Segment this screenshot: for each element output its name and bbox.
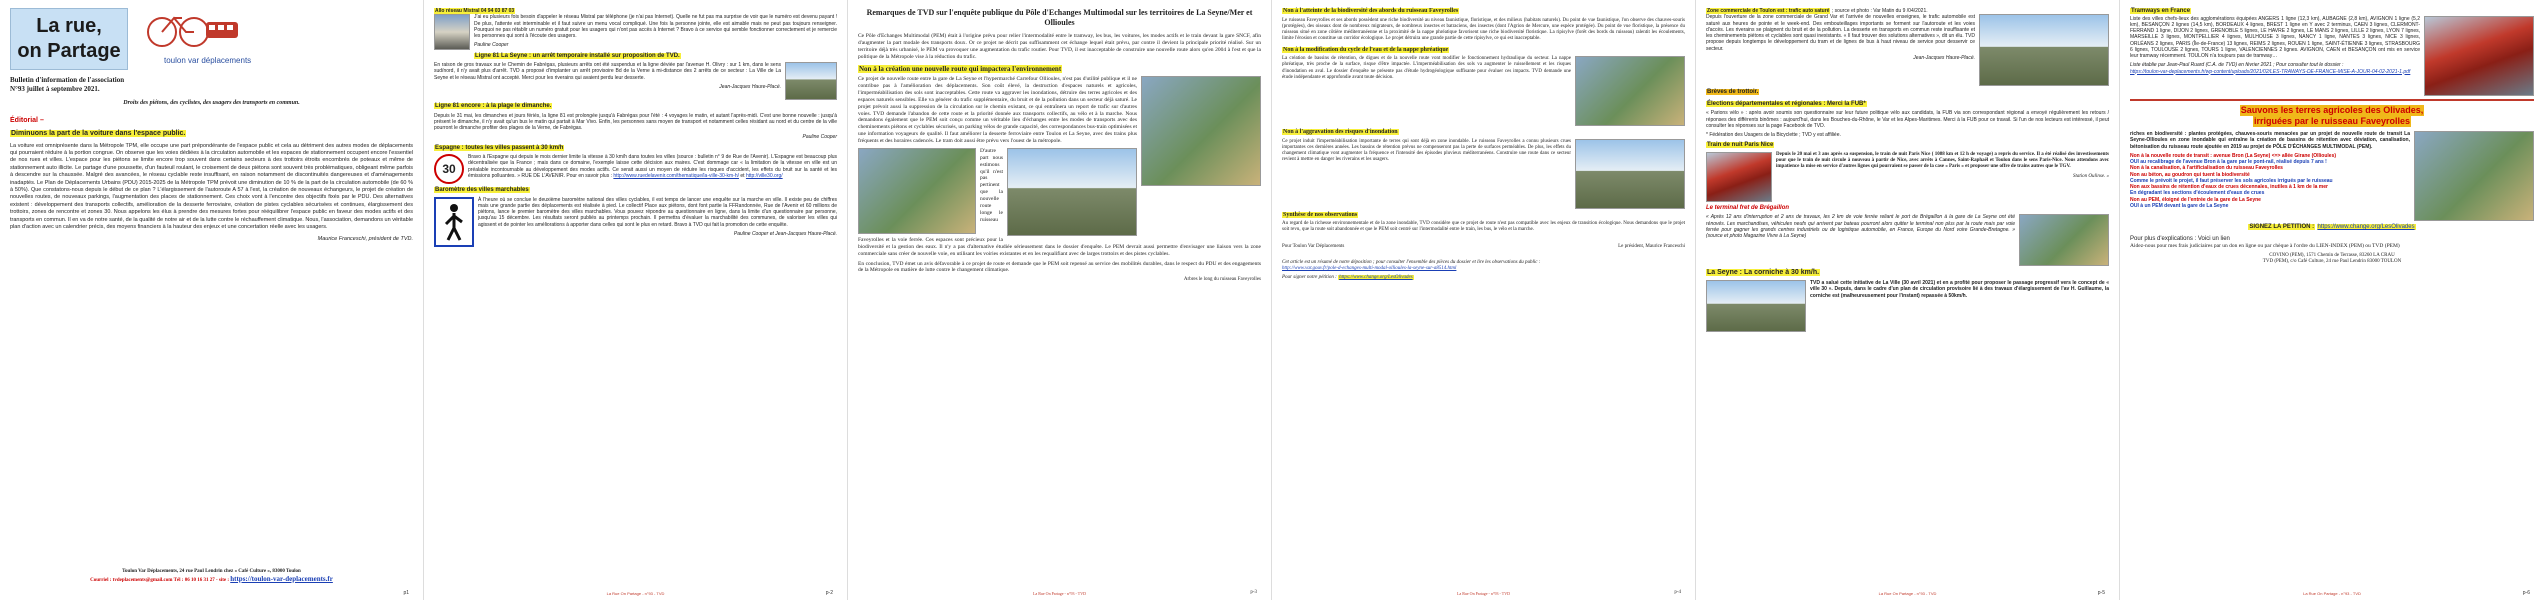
bullet-7: En dégradant les sections d'écoulement d'eaux de crues bbox=[2130, 190, 2265, 197]
plage-sign: Pauline Cooper bbox=[802, 134, 837, 141]
mistral-heading-text: Allo réseau Mistral 04 94 03 87 03 bbox=[435, 8, 515, 14]
inondation-heading bbox=[1282, 129, 1685, 137]
route-body-3: En conclusion, TVD émet un avis défavorable à ce projet de route et demande que le PEM soit repensé au service des mobilités durables, dans le respect du PDU et des engagements de la Métropole en matière de lutte contre le changement climatique. bbox=[858, 260, 1261, 274]
elections-note: * Fédération des Usagers de la Bicyclette ; TVD y est affiliée. bbox=[1706, 132, 1841, 138]
fret-heading: Le terminal fret de Brégaillon bbox=[1706, 204, 1790, 211]
corniche-photo bbox=[1706, 280, 1806, 332]
editorial-label: Éditorial – bbox=[10, 117, 44, 124]
page-2 bbox=[424, 0, 848, 600]
tram-heading bbox=[2130, 8, 2534, 16]
inondation-heading-text: Non à l'aggravation des risques d'inondation bbox=[1283, 129, 1398, 135]
page-5 bbox=[1696, 0, 2120, 600]
donation-address-2: TVD (PEM), c/o Café Culture, 24 rue Paul Lendrin 83000 TOULON bbox=[2262, 259, 2402, 265]
bullet-1: Non à la nouvelle route de transit : avenue Bron (La Seyne) <=> allée Girane (Ollioules) bbox=[2130, 152, 2337, 159]
petition-link[interactable]: https://www.change.org/LesOlivades bbox=[2317, 224, 2415, 230]
page-1 bbox=[0, 0, 424, 600]
page-6 bbox=[2120, 0, 2544, 600]
page-footer: La Rue On Partage - n°93 - TVD bbox=[1457, 591, 1510, 596]
site-link[interactable]: https://toulon-var-deplacements.fr bbox=[230, 574, 333, 583]
divider bbox=[2130, 99, 2534, 101]
espagne-heading-text: Espagne : toutes les villes passent à 30 km/h bbox=[435, 144, 564, 151]
bulletin-label: Bulletin d'information de l'association bbox=[10, 76, 125, 84]
tagline: Droits des piétons, des cyclistes, des usagers des transports en commun. bbox=[123, 99, 300, 106]
barometre-heading-text: Baromètre des villes marchables bbox=[435, 187, 529, 193]
phone-image bbox=[434, 14, 470, 50]
dossier-note-text: Cet article est un résumé de notre déposition ; pour consulter l'ensemble des pièces du dossier et lire les observations du public : bbox=[1282, 259, 1541, 265]
train-sign: Station Oulinse. » bbox=[2073, 173, 2109, 179]
biodiv-heading bbox=[1282, 8, 1685, 16]
page-number: p1 bbox=[403, 589, 409, 596]
editorial-signature: Maurice Franceschi, président de TVD. bbox=[317, 235, 413, 242]
dossier-note bbox=[1282, 260, 1685, 273]
synthese-heading-text: Synthèse de nos observations bbox=[1283, 211, 1358, 218]
ligne81-body: En raison de gros travaux sur le Chemin de Fabrégas, plusieurs arrêts ont été suspendus et la ligne déviée par l'avenue H. Olivry : sur 1 km, dans le sens sud/nord, il n'y avait plus d'arrêt. TVD a proposé d'implanter un arrêt provisoire Bd de la Verne à mi-distance des 2 arrêts de ce secteur : La Ville de La Seyne et le réseau Mistral ont accepté. Merci pour les riverains qui avaient perdu leur desserte. bbox=[434, 62, 781, 81]
page-footer: La Rue On Partage - n°93 - TVD bbox=[2303, 591, 2361, 596]
bullet-6: Non aux bassins de rétention d'eaux de crues décennales, inutiles à 1 km de la mer bbox=[2130, 184, 2328, 190]
editorial-heading-text: Diminuons la part de la voiture dans l'espace public. bbox=[11, 129, 186, 137]
page-footer: La Rue On Partage - n°93 - TVD bbox=[1033, 591, 1086, 596]
map-photo bbox=[1141, 76, 1261, 186]
sign-left: Pour Toulon Var Déplacements bbox=[1282, 243, 1345, 249]
route-body-2: D'autre part nous estimons qu'il n'est pas pertinent que la nouvelle route longe le ruisseau Faveyrolles et la voie ferrée. Ces espaces sont précieux pour la biodiversité et la gestion des eaux. Il n'y a pas d'alternative étudiée sérieusement dans le dossier d'enquête. Le PEM devrait aussi permettre d'envisager une liaison vers la zone commerciale sans créer de nouvelle voie, en utilisant les voiries existantes et en les requalifiant avec de larges trottoirs et des pistes cyclables. bbox=[858, 147, 1261, 257]
photo-caption: Arbres le long du ruisseau Faveyrolles bbox=[1183, 277, 1261, 283]
donation-body: Aidez-nous pour mes frais judiciaires par un don en ligne ou par chèque à l'ordre du LIEN-INDEX (PEM) ou TVD (PEM) bbox=[2130, 243, 2400, 249]
page-3 bbox=[848, 0, 1272, 600]
route-body-1: Ce projet de nouvelle route entre la gare de La Seyne et l'hypermarché Carrefour Ollioules, n'est pas d'utilité publique et il ne contribue pas à l'amélioration des déplacements. Son coût élevé, la destruction d'espaces naturels et agricoles, l'imperméabilisation des sols sont inacceptables. Cette route va aggraver les inondations, détruire des terres agricoles et des espaces naturels sensibles. Elle va générer du trafic supplémentaire, du bruit et de la pollution dans un secteur déjà saturé. Le projet prévoit aussi la suppression de la circulation sur le chemin existant, ce qui entraînera un report de trafic sur d'autres voies. TVD demande l'abandon de cette route et la priorité donnée aux transports collectifs, au vélo et à la marche. Nous demandons également que le PEM soit conçu comme un véritable lieu d'échanges entre les modes de transports avec des cheminements piétons et cyclables sécurisés, un parking vélos de grande capacité, des correspondances bus-train optimisées et une information voyageurs de qualité. Il faut améliorer la desserte ferroviaire entre Toulon et La Seyne, avec des trains plus fréquents et des horaires cadencés. Le tram doit aussi être prévu vers l'ouest de la métropole. bbox=[858, 76, 1137, 145]
petition-note bbox=[1282, 275, 1685, 281]
address: Toulon Var Déplacements, 24 rue Paul Lendrin chez « Café Culture », 83000 Toulon bbox=[122, 568, 301, 574]
title-block bbox=[10, 8, 128, 70]
petition-link[interactable]: https://www.change.org/LesOlivades bbox=[1339, 275, 1413, 281]
olivades-body: riches en biodiversité : plantes protégées, chauves-souris menacées par un projet de nouvelle route de transit La Seyne-Ollioules en zone inondable qui entraîne la création de bassins de rétention avec déviation, canalisation, bétonisation du ruisseau route ajoutée en 2019 au projet de PÔLE D'ÉCHANGES MULTIMODAL (PEM). bbox=[2130, 131, 2410, 150]
more-info: Pour plus d'explications : Voici un lien bbox=[2130, 235, 2230, 242]
eau-heading-text: Non à la modification du cycle de l'eau et de la nappe phréatique bbox=[1283, 46, 1449, 53]
corniche-heading bbox=[1706, 269, 2109, 278]
contact: Courriel : tvdeplacements@gmail.com Tél : 06 10 16 31 27 - site : bbox=[90, 577, 229, 583]
logo-icon bbox=[134, 8, 244, 54]
tram-photo bbox=[2424, 16, 2534, 96]
barometre-heading bbox=[434, 187, 837, 195]
editorial-heading bbox=[10, 130, 413, 139]
elections-heading bbox=[1706, 101, 2109, 109]
title-line2: on Partage bbox=[17, 40, 121, 62]
mistral-body: J'ai eu plusieurs fois besoin d'appeler le réseau Mistral par téléphone (je n'ai pas Internet). Quelle ne fut pas ma surprise de voir que le numéro est devenu payant ! De plus, l'attente est interminable et il faut suivre un menu vocal compliqué. Une fois la personne jointe, elle est aimable mais ne peut pas toujours renseigner. Pourquoi ne pas rétablir un numéro gratuit pour les usagers qui n'ont pas accès à Internet ? Bravo à ce service qui semble fonctionner correctement et je remercie les personnes qui sont à l'écoute des usagers. bbox=[474, 14, 837, 39]
route-heading-text: Non à la création une nouvelle route qui impactera l'environnement bbox=[859, 64, 1062, 73]
olivades-heading-line1: Sauvons les terres agricoles des Olivades, bbox=[2240, 104, 2424, 115]
fret-body: « Après 12 ans d'interruption et 2 ans de travaux, les 2 km de voie ferrée reliant le port de Brégaillon à la gare de La Seyne ont été rénovés. Les marchandises, véhicules neufs qui arrivent par bateau pourront alors quitter le terminal non plus par la route mais par voie ferrée pour gagner les grands centres industriels ou de logistique automobile, en France, Europe du Nord voire Grande-Bretagne. » (source et photo Magazine Vivre à La Seyne) bbox=[1706, 214, 2015, 239]
bullet-9: OUI à un PEM devant la gare de La Seyne bbox=[2130, 202, 2229, 209]
ligne81-heading bbox=[434, 53, 837, 61]
biodiv-body: Le ruisseau Faveyrolles et ses abords possèdent une riche biodiversité au niveau faunistique, floristique, et des milieux (habitats naturels). Du point de vue faunistique, l'on observe des chauves-souris (protégées), des oiseaux dont de nombreux migrateurs, de nombreux insectes et batraciens, des insectes (dont l'Agrion de Mercure, une espèce protégée). Du point de vue floristique, la présence du ruisseau situé en zone côtière méditerranéenne et la proximité de la nappe phréatique favorisent une riche biodiversité floristique. La ripisylve (forêt des bords du ruisseau) ralentit les écoulements, limite l'érosion et constitue un corridor écologique. Le projet détruira une grande partie de cette ripisylve, ce qui est inacceptable. bbox=[1282, 17, 1685, 42]
corniche-heading-text: La Seyne : La corniche à 30 km/h. bbox=[1707, 269, 1820, 277]
mistral-sign: Pauline Cooper bbox=[474, 42, 509, 49]
train-body: Depuis le 20 mai et 3 ans après sa suspension, le train de nuit Paris Nice ( 1088 km et 12 h de voyage) a repris du service. Il a été réalisé des investissements pour que le train de nuit circule à nouveau à partir de Nice, avec arrêts à Cannes, Saint-Raphaël et Toulon dans le sens Paris-Nice. Nous attendons avec impatience la mise en service d'autres lignes qui pourraient se passer de la case « Paris » et proposer une offre de trains autres que le TGV. bbox=[1776, 151, 2109, 170]
zone-heading-source: ; source et photo : Var Matin du 9 /04/2021. bbox=[1830, 8, 1928, 14]
biodiv-heading-text: Non à l'atteinte de la biodiversité des abords du ruisseau Faveyrolles bbox=[1283, 8, 1459, 14]
page-number: p-6 bbox=[2522, 589, 2530, 596]
barometre-sign: Pauline Cooper et Jean-Jacques Haure-Placé. bbox=[733, 230, 837, 237]
logo bbox=[134, 8, 413, 70]
ligne81-sign: Jean-Jacques Haure-Placé. bbox=[719, 83, 781, 90]
issue-label: N°93 juillet à septembre 2021. bbox=[10, 84, 100, 93]
espagne-link-2[interactable]: http://ville30.org/ bbox=[745, 172, 783, 179]
stream-photo bbox=[1575, 56, 1685, 126]
elections-heading-text: Élections départementales et régionales : Merci la FUB* bbox=[1707, 100, 1866, 107]
zone-heading-main: Zone commerciale de Toulon est : trafic auto saturé bbox=[1707, 8, 1830, 14]
inondation-body: Ce projet induit l'imperméabilisation importante de terres qui sont déjà en zone inondable. Le ruisseau Faveyrolles a connu plusieurs crues importantes ces dernières années. Les bassins de rétention prévus ne compenseront pas la perte de surfaces perméables. De plus, les effets du changement climatique vont augmenter la fréquence et l'intensité des épisodes pluvieux méditerranéens. Construire une route dans ce secteur revient à mettre en danger les riverains et les usagers. bbox=[1282, 138, 1571, 163]
plage-heading bbox=[434, 103, 837, 111]
speed-30-sign-icon: 30 bbox=[434, 154, 464, 184]
pem-intro: Ce Pôle d'Echanges Multimodal (PEM) était à l'origine prévu pour relier l'intermodalité entre le tramway, les bus, les voitures, les modes actifs et le train devant la gare SNCF, afin d'augmenter la part modale des transports doux. Or ce projet ne décrit pas suffisamment cet échange lequel était prévu, par contre il devient la principale priorité réalisé. Sur un territoire déjà très urbanisé, le PEM va provoquer une augmentation du trafic routier. Pour TVD, il est inacceptable de construire une nouvelle route alors qu'en 2004 à l'est et que la politique de la Métropole vise à la réduction du trafic. bbox=[858, 33, 1261, 60]
breves-heading-text: Brèves de trottoir. bbox=[1707, 89, 1759, 96]
page-number: p-2 bbox=[825, 589, 833, 596]
train-heading bbox=[1706, 142, 2109, 150]
espagne-heading bbox=[434, 145, 837, 153]
page-footer: La Rue On Partage - n°93 - TVD bbox=[606, 591, 665, 596]
eau-body: La création de bassins de rétention, de digues et de la nouvelle route vont modifier le fonctionnement hydraulique du secteur. La nappe phréatique, très proche de la surface, risque d'être impactée. L'imperméabilisation des sols va augmenter le ruissellement et les risques d'inondation en aval. Le dossier d'enquête ne présente pas d'étude hydrogéologique suffisante pour évaluer ces impacts. TVD demande une étude indépendante et approfondie avant toute décision. bbox=[1282, 56, 1571, 80]
road-photo bbox=[1007, 148, 1137, 236]
petition-note-text: Pour signer notre pétition : bbox=[1282, 275, 1337, 281]
olivades-heading bbox=[2130, 105, 2534, 128]
corniche-body: TVD a salué cette initiative de La Ville (30 avril 2021) et en a profité pour proposer le passage progressif vers le concept de « ville 30 ». Depuis, dans le cadre d'un plan de circulation provisoire lié à des travaux d'élargissement de l'av H. Guillaume, la corniche est (malheureusement pour l'instant) repassée à 50km/h. bbox=[1810, 280, 2109, 299]
tram-link[interactable]: https://toulon-var-deplacements.fr/wp-content/uploads/2021/02/LES-TRAWAYS-DE-FRANCE-MISE-A-JOUR-04-02-2021-1.pdf bbox=[2130, 68, 2411, 75]
page-number: p-3 bbox=[1250, 589, 1257, 595]
logo-text: toulon var déplacements bbox=[164, 56, 252, 66]
night-train-photo bbox=[1706, 152, 1772, 202]
espagne-link-1[interactable]: http://www.ruedelavenir.com/thematique/la-ville-30-km-h/ bbox=[613, 172, 739, 179]
field-photo bbox=[858, 148, 976, 234]
bus-stop-photo bbox=[785, 62, 837, 100]
pem-title: Remarques de TVD sur l'enquête publique du Pôle d'Echanges Multimodal sur les territoires de La Seyne/Mer et Ollioules bbox=[866, 8, 1253, 27]
page-footer: La Rue On Partage - n°93 - TVD bbox=[1878, 591, 1937, 596]
plage-body: Depuis le 31 mai, les dimanches et jours fériés, la ligne 81 est prolongée jusqu'à Fabrégas pour l'été : 4 voyages le matin, et autant l'après-midi. C'est une bonne nouvelle : jusqu'à présent le dimanche, il n'y avait qu'un bus le matin qui partait à Mar Vivo. Enfin, les personnes sans moyen de transport et notamment celles résidant au nord et du centre de la ville pourront le dimanche profiter des plages de la Verne, de Fabrégas. bbox=[434, 112, 837, 131]
espagne-body: Bravo à l'Espagne qui depuis le mois dernier limite la vitesse à 30 km/h dans toutes les villes (source : bulletin n° 9 de Rue de l'Avenir). L'Espagne est beaucoup plus décentralisée que la France ; mais dans ce domaine, l'exemple laisse cette décision aux maires. C'est dommage car « la limitation de la vitesse en ville est un préalable incontournable au développement des modes actifs. Ce serait aussi un moyen de réduire les risques d'accident, les effets du bruit sur la santé et les émissions polluantes. » RUE DE L'AVENIR. Pour en savoir plus : http://www.ruedelavenir.com/thematique/la-ville-30-km-h/ et http://ville30.org/ bbox=[468, 154, 837, 179]
eau-heading bbox=[1282, 47, 1685, 55]
bullet-2: OUI au recalibrage de l'avenue Bron à la gare par le pont-rail, réalisé depuis 7 ans ! bbox=[2130, 159, 2327, 165]
petition-label: SIGNEZ LA PETITION : bbox=[2249, 224, 2315, 230]
bullet-5: Comme le prévoit le projet, il faut préserver les sols agricoles irrigués par le ruisseau bbox=[2130, 177, 2333, 184]
page-4 bbox=[1272, 0, 1696, 600]
elections-body: « Parions vélo » : après avoir soumis son questionnaire sur leur future politique vélo aux candidats, la FUB via son correspondant régional a envoyé régulièrement les retours / réponses des différents binômes : aujourd'hui, dans les Bouches-du-Rhône, le Var et les Alpes-Maritimes. Merci à la FUB pour ce travail. Si l'un de nos lecteurs est intéressé, il peut consulter les réponses sur la page Facebook de TVD. bbox=[1706, 110, 2109, 129]
ligne81-heading-text: Ligne 81 La Seyne : un arrêt temporaire installé sur proposition de TVD. bbox=[475, 52, 680, 59]
route-heading bbox=[858, 65, 1261, 75]
bullet-8: Non au PEM, éloigné de l'entrée de la gare de La Seyne bbox=[2130, 196, 2261, 203]
tram-heading-text: Tramways en France bbox=[2131, 8, 2191, 14]
synthese-heading bbox=[1282, 212, 1685, 220]
bullet-4: Non au béton, au goudron qui tuent la biodiversité bbox=[2130, 171, 2250, 178]
pedestrian-sign-icon bbox=[434, 197, 474, 247]
bullet-3: Non à la canalisation, à l'artificialisation du ruisseau Faveyrolles bbox=[2130, 165, 2283, 172]
donation-address-1: COVINO (PEM), 1571 Chemin de Terrasse, 83260 LA CRAU bbox=[2269, 252, 2395, 258]
page-number: p-5 bbox=[2097, 589, 2105, 596]
espagne-body-text: Bravo à l'Espagne qui depuis le mois dernier limite la vitesse à 30 km/h dans toutes les villes (source : bulletin n° 9 de Rue de l'Avenir). L'Espagne est beaucoup plus décentralisée que la France ; mais dans ce domaine, l'exemple laisse cette décision aux maires. C'est dommage car « la limitation de la vitesse en ville est un préalable incontournable au développement des modes actifs. Ce serait aussi un moyen de réduire les risques d'accident, les effets du bruit sur la santé et les émissions polluantes. » RUE DE L'AVENIR. Pour en savoir plus : bbox=[468, 154, 837, 179]
traffic-photo bbox=[1979, 14, 2109, 86]
plage-heading-text: Ligne 81 encore : à la plage le dimanche. bbox=[435, 103, 552, 109]
olivades-photo bbox=[2414, 131, 2534, 221]
page-number: p-4 bbox=[1674, 589, 1681, 595]
dossier-link[interactable]: http://www.var.gouv.fr/pole-d-echanges-multi-modal-ollioules-la-seyne-sur-a8514.html bbox=[1282, 266, 1457, 271]
petition-row bbox=[2130, 224, 2534, 232]
fret-photo bbox=[2019, 214, 2109, 266]
flood-photo bbox=[1575, 139, 1685, 209]
sign-right: Le président, Maurice Franceschi bbox=[1618, 243, 1685, 249]
breves-heading bbox=[1706, 89, 2109, 97]
olivades-heading-line2: irriguées par le ruisseau Faveyrolles bbox=[2253, 115, 2411, 126]
editorial-body: La voiture est omniprésente dans la Métropole TPM, elle occupe une part prépondérante de l'espace public et cela au détriment des autres modes de déplacements qui pourraient réduire à la portion congrue. On observe que les voies dédiées à la circulation automobile et les espaces de stationnement occupent encore l'essentiel de nos rues et villes. L'espace pour les piétons se limite encore trop souvent dans certains secteurs à des trottoirs étroits encombrés de poteaux et même de stationnement auto illicite. Le partage d'une poussette, d'un fauteuil roulant, le croisement de deux piétons sont souvent très problématiques, obligeant même parfois à descendre sur la chaussée. Malgré des avancées, le réseau cyclable reste insuffisant, en raison notamment de discontinuités dangereuses et d'aménagements inadaptés. Le Plan de Déplacements Urbains (PDU) 2015-2025 de la Métropole TPM prévoit une diminution de 10 % de la part de la circulation automobile (de 60 % à 50%). Que constatons-nous depuis le début de ce plan ? L'élargissement de l'autoroute A 57 à l'est, la création de nouveaux échangeurs, le projet de création de nouvelles routes, de nouveaux parkings, l'augmentation des places de stationnement. Ces choix vont à l'encontre des objectifs fixés par le PDU. Des alternatives existent : développement des transports collectifs, amélioration de la desserte ferroviaire, création de pistes cyclables sécurisées et continues, élargissement des trottoirs, zones de rencontre et zones 30. Nous appelons les élus à prendre des mesures fortes pour rééquilibrer l'espace public en faveur des modes actifs et des transports en commun. Il en va de notre santé, de la qualité de notre air et de la lutte contre le réchauffement climatique. Nous, l'association, demandons un véritable plan d'action avec un calendrier précis, des moyens financiers à la hauteur des enjeux et une concertation réelle avec les usagers. bbox=[10, 142, 413, 231]
zone-body: Depuis l'ouverture de la zone commerciale de Grand Var et l'arrivée de nouvelles enseignes, le trafic automobile est saturé aux heures de pointe et le week-end. Des embouteillages importants se forment sur l'autoroute et les voies d'accès. Les riverains se plaignent du bruit et de la pollution. La desserte en transports en commun reste insuffisante et les cheminements piétons et cyclables sont quasi inexistants. « Il faut trouver des solutions alternatives », dit un élu. TVD propose depuis longtemps le développement du tram et de lignes de bus à haut niveau de service pour desservir ce secteur. bbox=[1706, 14, 1975, 52]
synthese-body: Au regard de la richesse environnementale et de la zone inondable, TVD considère que ce projet de route n'est pas compatible avec les enjeux de transition écologique. Nous demandons que le projet soit revu, que la route soit abandonnée et que le PEM soit centré sur l'intermodalité entre le train, les bus, le vélo et la marche. bbox=[1282, 221, 1685, 233]
tram-body: Liste des villes chefs-lieux des agglomérations équipées ANGERS 1 ligne (12,3 km), AUBAGNE (2,8 km), AVIGNON 1 ligne (5,2 km), BESANÇON 2 lignes (14,5 km), BORDEAUX 4 lignes, BREST 1 ligne en Y avec 2 terminus, CAEN 3 lignes, CLERMONT-FERRAND 1 ligne, DIJON 2 lignes, GRENOBLE 5 lignes, LE HAVRE 2 lignes, LE MANS 2 lignes, LILLE 2 lignes, LYON 7 lignes, MARSEILLE 3 lignes, MONTPELLIER 4 lignes, MULHOUSE 3 lignes, NANCY 1 ligne, NANTES 3 lignes, NICE 3 lignes, ORLÉANS 2 lignes, PARIS (Île-de-France) 13 lignes, REIMS 2 lignes, ROUEN 1 ligne, SAINT-ÉTIENNE 3 lignes, STRASBOURG 6 lignes, TOULOUSE 2 lignes, TOURS 1 ligne, VALENCIENNES 2 lignes. AVIGNON, CAEN et BESANÇON ont mis en service leur tramway récemment. TOULON n'a toujours pas de tramway… bbox=[2130, 15, 2420, 59]
tram-credit-text: Liste établie par Jean-Paul Ruard (C.A. de TVD) en février 2021 ; Pour consulter tout le dossier : bbox=[2130, 62, 2344, 69]
zone-sign: Jean-Jacques Haure-Placé. bbox=[1913, 54, 1975, 61]
title-line1: La rue, bbox=[36, 15, 102, 37]
train-heading-text: Train de nuit Paris Nice bbox=[1707, 142, 1774, 149]
barometre-body: À l'heure où se conclue le deuxième baromètre national des villes cyclables, il est temps de lancer une enquête sur la marche en ville. Il existe peu de chiffres mais une grande partie des déplacements est réalisée à pied. Le collectif Place aux piétons, dont font partie la FFRandonnée, Rue de l'Avenir et 60 millions de piétons, lance le premier baromètre des villes marchables. Vous pouvez répondre au questionnaire en ligne, dans la limite d'un questionnaire par personne, jusqu'au 15 décembre. Les résultats seront publiés au printemps prochain. Il permettra d'évaluer la marchabilité des communes, de valoriser les villes qui agissent et de pointer les améliorations à apporter dans celles qui sont le plus en retard. Bravo à TVD qui fait la promotion de cette enquête. bbox=[478, 196, 837, 228]
